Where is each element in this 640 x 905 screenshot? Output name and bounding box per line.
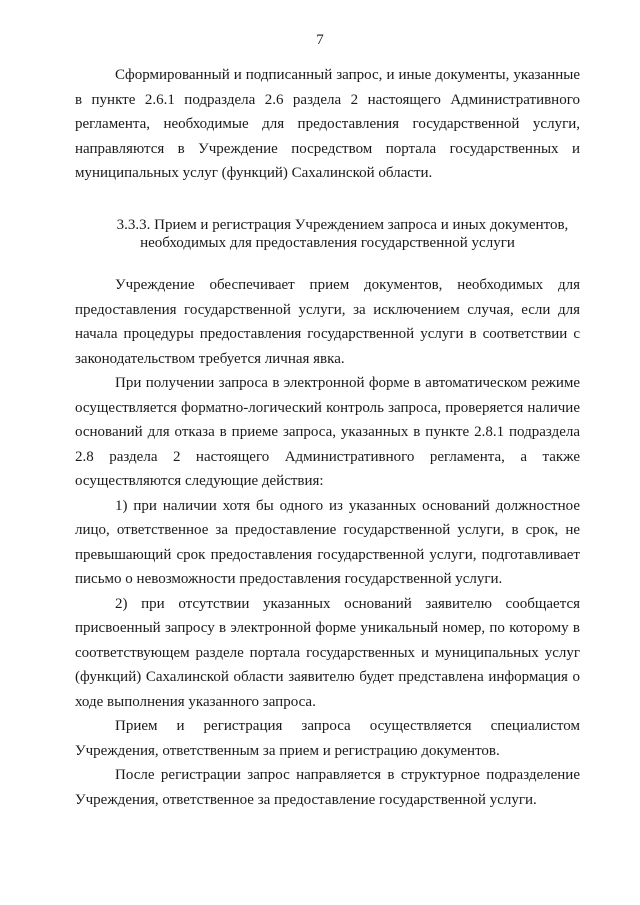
section-heading-line-1: 3.3.3. Прием и регистрация Учреждением запроса и иных документов, — [116, 217, 569, 233]
section-heading-line-2: необходимых для предоставления государственной услуги — [140, 235, 515, 251]
paragraph-after-registration: После регистрации запрос направляется в структурное подразделение Учреждения, ответственное за предоставление государственной услуги. — [75, 767, 580, 808]
section-heading — [75, 216, 580, 252]
page-number: 7 — [316, 32, 324, 48]
paragraph-electronic-control: При получении запроса в электронной форме в автоматическом режиме осуществляется форматно-логический контроль запроса, проверяется наличие оснований для отказа в приеме запроса, указанных в пункте 2.8.1 подраздела 2.8 раздела 2 настоящего Административного регламента, а также осуществляются следующие действия: — [75, 375, 580, 489]
intro-block — [75, 63, 580, 186]
paragraph-reception: Учреждение обеспечивает прием документов, необходимых для предоставления государственной услуги, за исключением случая, если для начала процедуры предоставления государственной услуги в соответствии с законодательством требуется личная явка. — [75, 277, 580, 367]
paragraph-item-1: 1) при наличии хотя бы одного из указанных оснований должностное лицо, ответственное за предоставление государственной услуги, в срок, не превышающий срок предоставления государственной услуги, подготавливает письмо о невозможности предоставления государственной услуги. — [75, 497, 580, 587]
paragraph-registration: Прием и регистрация запроса осуществляется специалистом Учреждения, ответственным за прием и регистрацию документов. — [75, 718, 580, 759]
paragraph-item-2: 2) при отсутствии указанных оснований заявителю сообщается присвоенный запросу в электронной форме уникальный номер, по которому в соответствующем разделе портала государственных и муниципальных услуг (функций) Сахалинской области заявителю будет представлена информация о ходе выполнения указанного запроса. — [75, 595, 580, 710]
paragraph-intro: Сформированный и подписанный запрос, и иные документы, указанные в пункте 2.6.1 подраздела 2.6 раздела 2 настоящего Административного регламента, необходимые для предоставления государственной услуги, направляются в Учреждение посредством портала государственных и муниципальных услуг (функций) Сахалинской области. — [75, 67, 580, 181]
section-body — [75, 273, 580, 812]
